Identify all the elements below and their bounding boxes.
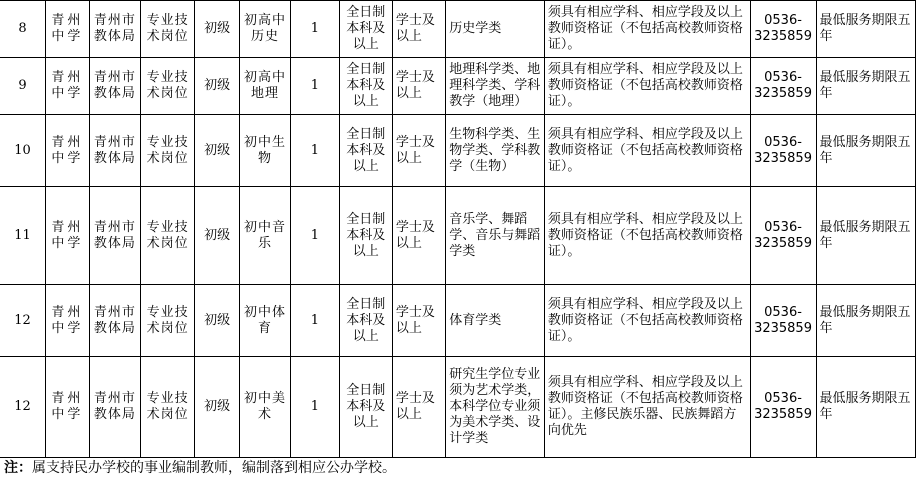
level-cell: 初级 <box>195 285 240 357</box>
education-cell: 全日制本科及以上 <box>339 187 392 285</box>
service-term-cell: 最低服务期限五年 <box>816 115 915 187</box>
department-cell: 青州市教体局 <box>89 1 140 58</box>
major-cell: 研究生学位专业须为艺术学类，本科学位专业须为美术学类、设计学类 <box>446 357 545 458</box>
post-type-cell: 专业技术岗位 <box>141 1 195 58</box>
table-row <box>0 285 916 357</box>
count-cell: 1 <box>291 285 339 357</box>
degree-cell: 学士及以上 <box>392 115 445 187</box>
subject-cell: 初中音乐 <box>239 187 290 285</box>
requirement-cell: 须具有相应学科、相应学段及以上教师资格证（不包括高校教师资格证）。 <box>544 187 750 285</box>
unit-cell: 青州中学 <box>46 357 90 458</box>
requirement-cell: 须具有相应学科、相应学段及以上教师资格证（不包括高校教师资格证）。 <box>544 285 750 357</box>
level-cell: 初级 <box>195 357 240 458</box>
department-cell: 青州市教体局 <box>89 357 140 458</box>
degree-cell: 学士及以上 <box>392 187 445 285</box>
table-row <box>0 187 916 285</box>
unit-cell: 青州中学 <box>46 187 90 285</box>
subject-cell: 初中生物 <box>239 115 290 187</box>
degree-cell: 学士及以上 <box>392 285 445 357</box>
major-cell: 地理科学类、地理科学类、学科教学（地理） <box>446 58 545 115</box>
post-type-cell: 专业技术岗位 <box>141 285 195 357</box>
unit-cell: 青州中学 <box>46 285 90 357</box>
education-cell: 全日制本科及以上 <box>339 58 392 115</box>
education-cell: 全日制本科及以上 <box>339 285 392 357</box>
row-number: 12 <box>0 357 46 458</box>
table-row <box>0 1 916 58</box>
row-number: 11 <box>0 187 46 285</box>
phone-cell: 0536-3235859 <box>750 58 816 115</box>
degree-cell: 学士及以上 <box>392 357 445 458</box>
unit-cell: 青州中学 <box>46 115 90 187</box>
requirement-cell: 须具有相应学科、相应学段及以上教师资格证（不包括高校教师资格证）。 <box>544 1 750 58</box>
subject-cell: 初高中地理 <box>239 58 290 115</box>
requirement-cell: 须具有相应学科、相应学段及以上教师资格证（不包括高校教师资格证）。 <box>544 58 750 115</box>
phone-cell: 0536-3235859 <box>750 187 816 285</box>
service-term-cell: 最低服务期限五年 <box>816 58 915 115</box>
unit-cell: 青州中学 <box>46 58 90 115</box>
degree-cell: 学士及以上 <box>392 58 445 115</box>
service-term-cell: 最低服务期限五年 <box>816 285 915 357</box>
footer-note <box>4 458 396 478</box>
major-cell: 音乐学、舞蹈学、音乐与舞蹈学类 <box>446 187 545 285</box>
education-cell: 全日制本科及以上 <box>339 115 392 187</box>
unit-cell: 青州中学 <box>46 1 90 58</box>
department-cell: 青州市教体局 <box>89 115 140 187</box>
level-cell: 初级 <box>195 115 240 187</box>
requirement-cell: 须具有相应学科、相应学段及以上教师资格证（不包括高校教师资格证）。 <box>544 115 750 187</box>
row-number: 9 <box>0 58 46 115</box>
level-cell: 初级 <box>195 58 240 115</box>
level-cell: 初级 <box>195 1 240 58</box>
degree-cell: 学士及以上 <box>392 1 445 58</box>
count-cell: 1 <box>291 115 339 187</box>
table-row <box>0 115 916 187</box>
requirement-cell: 须具有相应学科、相应学段及以上教师资格证（不包括高校教师资格证）。主修民族乐器、民族舞蹈方向优先 <box>544 357 750 458</box>
post-type-cell: 专业技术岗位 <box>141 58 195 115</box>
table-row <box>0 357 916 458</box>
phone-cell: 0536-3235859 <box>750 1 816 58</box>
subject-cell: 初中美术 <box>239 357 290 458</box>
footer-label: 注： <box>4 460 32 476</box>
row-number: 8 <box>0 1 46 58</box>
major-cell: 历史学类 <box>446 1 545 58</box>
department-cell: 青州市教体局 <box>89 187 140 285</box>
footer-text: 属支持民办学校的事业编制教师，编制落到相应公办学校。 <box>32 460 396 476</box>
education-cell: 全日制本科及以上 <box>339 357 392 458</box>
phone-cell: 0536-3235859 <box>750 357 816 458</box>
service-term-cell: 最低服务期限五年 <box>816 1 915 58</box>
count-cell: 1 <box>291 187 339 285</box>
row-number: 12 <box>0 285 46 357</box>
department-cell: 青州市教体局 <box>89 285 140 357</box>
level-cell: 初级 <box>195 187 240 285</box>
subject-cell: 初高中历史 <box>239 1 290 58</box>
post-type-cell: 专业技术岗位 <box>141 115 195 187</box>
table-row <box>0 58 916 115</box>
subject-cell: 初中体育 <box>239 285 290 357</box>
service-term-cell: 最低服务期限五年 <box>816 187 915 285</box>
phone-cell: 0536-3235859 <box>750 115 816 187</box>
count-cell: 1 <box>291 58 339 115</box>
row-number: 10 <box>0 115 46 187</box>
major-cell: 生物科学类、生物学类、学科教学（生物） <box>446 115 545 187</box>
major-cell: 体育学类 <box>446 285 545 357</box>
post-type-cell: 专业技术岗位 <box>141 187 195 285</box>
post-type-cell: 专业技术岗位 <box>141 357 195 458</box>
department-cell: 青州市教体局 <box>89 58 140 115</box>
table-body <box>0 1 916 458</box>
education-cell: 全日制本科及以上 <box>339 1 392 58</box>
phone-cell: 0536-3235859 <box>750 285 816 357</box>
count-cell: 1 <box>291 357 339 458</box>
service-term-cell: 最低服务期限五年 <box>816 357 915 458</box>
count-cell: 1 <box>291 1 339 58</box>
